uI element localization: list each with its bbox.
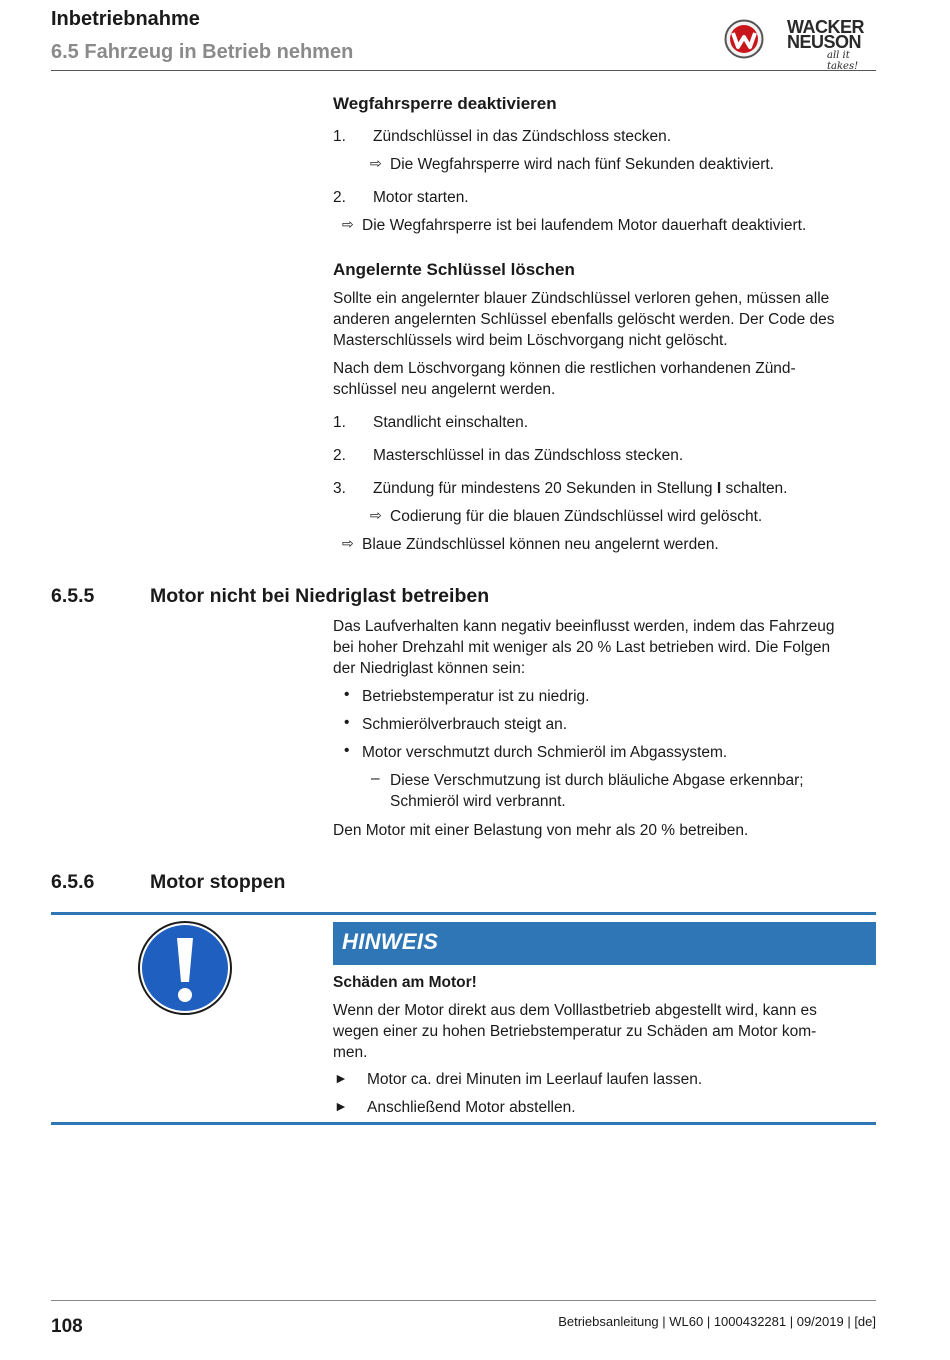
chapter-title: Inbetriebnahme bbox=[51, 8, 200, 30]
list-item: Betriebstemperatur ist zu niedrig. bbox=[362, 688, 590, 705]
mandatory-notice-icon bbox=[137, 920, 233, 1016]
immobilizer-heading: Wegfahrsperre deaktivieren bbox=[333, 94, 557, 113]
document-reference: Betriebsanleitung | WL60 | 1000432281 | 09/2019 | [de] bbox=[558, 1314, 876, 1329]
result-arrow-icon: ⇨ bbox=[370, 155, 382, 171]
section-heading: Motor nicht bei Niedriglast betreiben bbox=[150, 585, 490, 607]
paragraph-line: bei hoher Drehzahl mit weniger als 20 % Last betrieben wird. Die Folgen bbox=[333, 639, 831, 656]
logo-wordmark-2: NEUSON bbox=[787, 32, 862, 52]
final-result: Blaue Zündschlüssel können neu angelernt werden. bbox=[362, 536, 719, 553]
step-result: Die Wegfahrsperre wird nach fünf Sekunden deaktiviert. bbox=[390, 156, 774, 173]
step-number: 3. bbox=[333, 480, 346, 497]
section-number: 6.5.6 bbox=[51, 871, 95, 893]
logo-w-icon bbox=[724, 19, 764, 59]
section-title: 6.5 Fahrzeug in Betrieb nehmen bbox=[51, 41, 354, 63]
action-step: Anschließend Motor abstellen. bbox=[367, 1099, 576, 1116]
notice-title: Schäden am Motor! bbox=[333, 974, 477, 991]
closing-text: Den Motor mit einer Belastung von mehr als 20 % betreiben. bbox=[333, 822, 749, 839]
paragraph-line: der Niedriglast können sein: bbox=[333, 660, 526, 677]
paragraph-line: Das Laufverhalten kann negativ beeinflusst werden, indem das Fahrzeug bbox=[333, 618, 835, 635]
delete-keys-paragraph bbox=[333, 288, 878, 351]
delete-keys-heading: Angelernte Schlüssel löschen bbox=[333, 260, 575, 279]
footer-divider bbox=[51, 1300, 876, 1301]
step-number: 1. bbox=[333, 128, 346, 145]
page-number: 108 bbox=[51, 1316, 83, 1337]
step-text: Motor starten. bbox=[373, 189, 469, 206]
step-number: 2. bbox=[333, 447, 346, 464]
notice-bottom-rule bbox=[51, 1122, 876, 1125]
result-arrow-icon: ⇨ bbox=[342, 216, 354, 232]
logo-wordmark-1: WACKER bbox=[787, 17, 864, 37]
action-arrow-icon: ► bbox=[334, 1070, 348, 1086]
notice-top-rule bbox=[51, 912, 876, 915]
result-arrow-icon: ⇨ bbox=[342, 535, 354, 551]
brand-logo bbox=[723, 16, 878, 72]
step-result: Codierung für die blauen Zündschlüssel wird gelöscht. bbox=[390, 508, 763, 525]
step-number: 2. bbox=[333, 189, 346, 206]
sub-list-item: Schmieröl wird verbrannt. bbox=[390, 793, 566, 810]
paragraph-line: schlüssel neu angelernt werden. bbox=[333, 381, 556, 398]
action-step: Motor ca. drei Minuten im Leerlauf laufen lassen. bbox=[367, 1071, 703, 1088]
notice-label: HINWEIS bbox=[342, 929, 439, 954]
final-result: Die Wegfahrsperre ist bei laufendem Motor dauerhaft deaktiviert. bbox=[362, 217, 807, 234]
bullet-dot: • bbox=[344, 714, 350, 731]
exclamation-icon bbox=[137, 920, 233, 1016]
result-arrow-icon: ⇨ bbox=[370, 507, 382, 523]
header-divider bbox=[51, 70, 876, 71]
section-number: 6.5.5 bbox=[51, 585, 95, 607]
notice-body-line: Wenn der Motor direkt aus dem Volllastbetrieb abgestellt wird, kann es bbox=[333, 1002, 817, 1019]
action-arrow-icon: ► bbox=[334, 1098, 348, 1114]
section-heading: Motor stoppen bbox=[150, 871, 286, 893]
step-text: Zündschlüssel in das Zündschloss stecken. bbox=[373, 128, 672, 145]
sub-list-item: Diese Verschmutzung ist durch bläuliche Abgase erkennbar; bbox=[390, 772, 804, 789]
dash-marker: – bbox=[371, 770, 380, 787]
logo-tagline: all it takes! bbox=[827, 50, 859, 72]
switch-position: I bbox=[716, 480, 722, 497]
notice-body-line: wegen einer zu hohen Betriebstemperatur zu Schäden am Motor kom- bbox=[333, 1023, 817, 1040]
bullet-dot: • bbox=[344, 742, 350, 759]
list-item: Motor verschmutzt durch Schmieröl im Abgassystem. bbox=[362, 744, 728, 761]
step-text-part: Zündung für mindestens 20 Sekunden in Stellung bbox=[373, 480, 717, 497]
bullet-dot: • bbox=[344, 686, 350, 703]
step-text: Masterschlüssel in das Zündschloss stecken. bbox=[373, 447, 684, 464]
notice-body-line: men. bbox=[333, 1044, 368, 1061]
step-text: Standlicht einschalten. bbox=[373, 414, 529, 431]
step-number: 1. bbox=[333, 414, 346, 431]
step-text bbox=[373, 478, 788, 499]
paragraph-text: Sollte ein angelernter blauer Zündschlüssel verloren gehen, müssen alle anderen angelernten Schlüssel ebenfalls gelöscht werden. Der Code des Masterschlüssels wird beim Löschvorgang nicht gelöscht. bbox=[333, 290, 835, 349]
paragraph-line: Nach dem Löschvorgang können die restlichen vorhandenen Zünd- bbox=[333, 360, 796, 377]
step-text-part: schalten. bbox=[721, 480, 788, 497]
notice-header bbox=[333, 922, 876, 965]
list-item: Schmierölverbrauch steigt an. bbox=[362, 716, 568, 733]
